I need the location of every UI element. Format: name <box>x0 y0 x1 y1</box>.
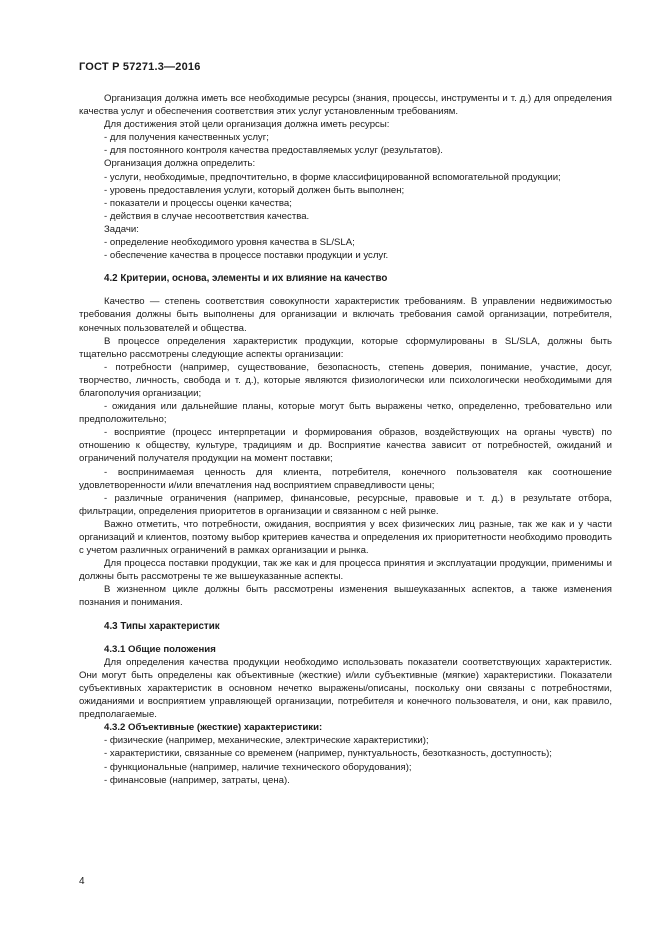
paragraph: В жизненном цикле должны быть рассмотрены изменения вышеуказанных аспектов, а также изменения познания и понимания. <box>79 584 612 609</box>
list-item: - воспринимаемая ценность для клиента, потребителя, конечного пользователя как соотношение удовлетворенности и/или впечатления над восприятием справедливости цены; <box>79 466 612 492</box>
list-item: - показатели и процессы оценки качества; <box>79 197 612 210</box>
list-item: - функциональные (например, наличие технического оборудования); <box>79 761 612 774</box>
subsection-heading: 4.3.1 Общие положения <box>104 643 216 655</box>
section-heading: 4.2 Критерии, основа, элементы и их влияние на качество <box>104 273 388 285</box>
list-item: - потребности (например, существование, безопасность, степень доверия, понимание, участие, досуг, творчество, личность, свобода и т. д.), которые являются физиологически или психологически необходимыми для благополучия организации; <box>79 361 612 400</box>
list-item: - уровень предоставления услуги, который должен быть выполнен; <box>79 184 612 197</box>
paragraph-label: Для достижения этой цели организация должна иметь ресурсы: <box>104 119 390 131</box>
list-item: - для постоянного контроля качества предоставляемых услуг (результатов). <box>79 144 612 157</box>
list-item: - различные ограничения (например, финансовые, ресурсные, правовые и т. д.) в результате отбора, фильтрации, определения приоритетов в организации и связанном с ней рынке. <box>79 492 612 518</box>
list-item: - ожидания или дальнейшие планы, которые могут быть выражены четко, определенно, требовательно или предположительно; <box>79 400 612 426</box>
section-heading: 4.3 Типы характеристик <box>104 620 220 632</box>
list-item: - финансовые (например, затраты, цена). <box>79 774 612 787</box>
document-header-code: ГОСТ Р 57271.3—2016 <box>79 61 201 73</box>
list-item: - восприятие (процесс интерпретации и формирования образов, воздействующих на органы чувств) по отношению к обществу, культуре, традициям и др. Восприятие качества зависит от потребностей, ожиданий и ограничений получателя продукции на момент поставки; <box>79 426 612 465</box>
list-item: - действия в случае несоответствия качества. <box>79 210 612 223</box>
list-item: - услуги, необходимые, предпочтительно, в форме классифицированной вспомогательной продукции; <box>79 171 612 184</box>
document-body <box>79 92 612 787</box>
paragraph: Для определения качества продукции необходимо использовать показатели соответствующих характеристик. Они могут быть определены как объективные (жесткие) и/или субъективные (мягкие) характеристики. Показатели субъективных характеристик в основном нечетко выражены/описаны, поскольку они связаны с потребностями, ожиданиями и восприятием управляющей организации, потребителя и конечного пользователя, и они, как правило, предполагаемые. <box>79 656 612 721</box>
paragraph-label: Задачи: <box>104 223 139 235</box>
list-item: - для получения качественных услуг; <box>79 131 612 144</box>
paragraph: Организация должна иметь все необходимые ресурсы (знания, процессы, инструменты и т. д.) для определения качества услуг и обеспечения соответствия этих услуг установленным требованиям. <box>79 93 612 118</box>
list-item: - обеспечение качества в процессе поставки продукции и услуг. <box>79 249 612 262</box>
paragraph: Для процесса поставки продукции, так же как и для процесса принятия и эксплуатации продукции, применимы и должны быть рассмотрены те же вышеуказанные аспекты. <box>79 558 612 583</box>
page-number: 4 <box>79 876 85 887</box>
subsection-heading: 4.3.2 Объективные (жесткие) характеристики: <box>104 722 323 734</box>
paragraph: Качество — степень соответствия совокупности характеристик требованиям. В управлении недвижимостью требования должны быть выполнены для организации и включать требования самой организации, потребителя, конечных пользователей и общества. <box>79 296 612 334</box>
paragraph-label: Организация должна определить: <box>104 158 256 170</box>
paragraph: Важно отметить, что потребности, ожидания, восприятия у всех физических лиц разные, так же как и у части организаций и клиентов, поэтому выбор критериев качества и определения их приоритетности необходимо проводить с учетом различных ограничений в рамках организации и рынка. <box>79 518 612 557</box>
list-item: - характеристики, связанные со временем (например, пунктуальность, безотказность, доступность); <box>79 747 612 760</box>
list-item: - физические (например, механические, электрические характеристики); <box>79 734 612 747</box>
list-item: - определение необходимого уровня качества в SL/SLA; <box>79 236 612 249</box>
paragraph: В процессе определения характеристик продукции, которые сформулированы в SL/SLA, должны быть тщательно рассмотрены следующие аспекты организации: <box>79 335 612 360</box>
